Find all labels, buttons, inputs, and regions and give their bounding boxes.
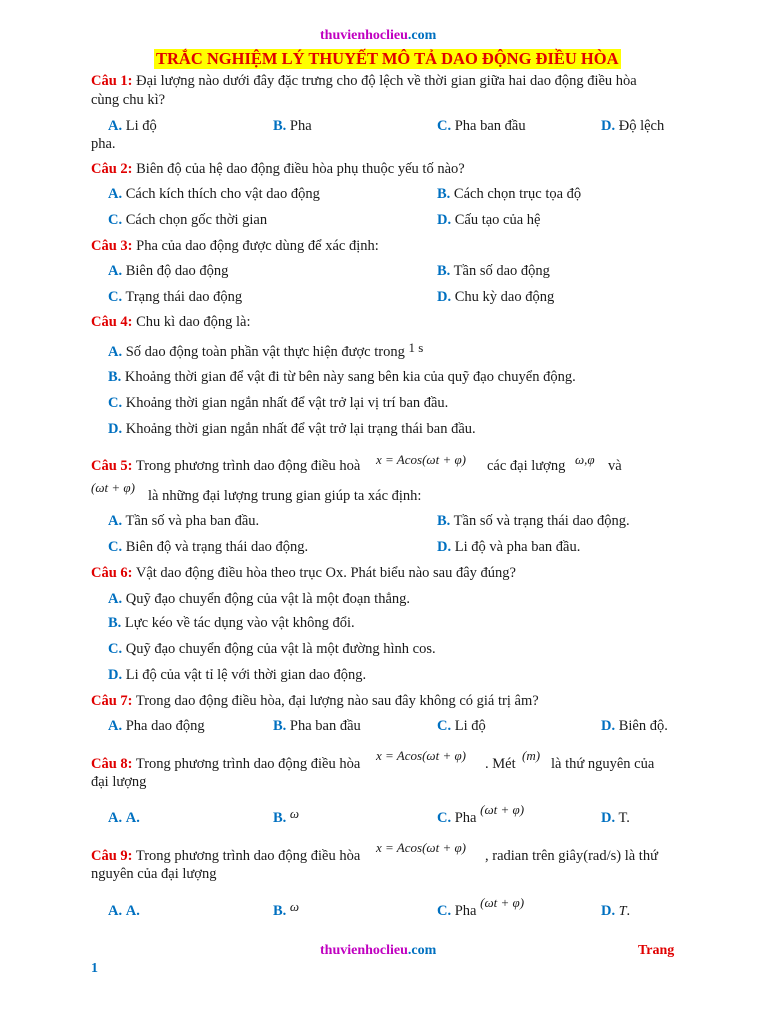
question-6-label: Câu 6:: [91, 565, 133, 581]
option-4d[interactable]: D. Khoảng thời gian ngắn nhất để vật trở lại trạng thái ban đầu.: [108, 421, 476, 437]
option-6d[interactable]: D. Li độ của vật tỉ lệ với thời gian dao động.: [108, 667, 367, 683]
question-2-text: Câu 2: Biên độ của hệ dao động điều hòa phụ thuộc yếu tố nào?: [91, 161, 465, 177]
question-5-text-cont: là những đại lượng trung gian giúp ta xác định:: [148, 488, 422, 504]
option-4a[interactable]: A. Số dao động toàn phần vật thực hiện được trong 1 s: [108, 340, 424, 360]
question-8-text: Câu 8: Trong phương trình dao động điều hòa: [91, 756, 361, 772]
option-3a[interactable]: A. Biên độ dao động: [108, 263, 229, 279]
question-9-text: Câu 9: Trong phương trình dao động điều hòa: [91, 848, 361, 864]
question-5-label: Câu 5:: [91, 458, 133, 474]
option-9c[interactable]: C. Pha (ωt + φ): [437, 895, 525, 919]
question-3-label: Câu 3:: [91, 238, 133, 254]
footer-site-domain: .com: [407, 943, 437, 958]
page-title: TRẮC NGHIỆM LÝ THUYẾT MÔ TẢ DAO ĐỘNG ĐIỀU HÒA: [156, 49, 619, 68]
option-5c[interactable]: C. Biên độ và trạng thái dao động.: [108, 539, 309, 555]
question-6-text: Câu 6: Vật dao động điều hòa theo trục Ox. Phát biểu nào sau đây đúng?: [91, 565, 516, 581]
question-2-label: Câu 2:: [91, 161, 133, 177]
option-4b[interactable]: B. Khoảng thời gian để vật đi từ bên này sang bên kia của quỹ đạo chuyển động.: [108, 369, 576, 385]
option-8b[interactable]: B. ω: [273, 806, 300, 826]
question-4-text: Câu 4: Chu kì dao động là:: [91, 314, 251, 330]
question-3-text: Câu 3: Pha của dao động được dùng để xác định:: [91, 238, 379, 254]
question-8-label: Câu 8:: [91, 756, 133, 772]
question-1-label: Câu 1:: [91, 73, 133, 89]
option-9a[interactable]: A. A.: [108, 903, 140, 919]
option-1d[interactable]: D. Độ lệch: [601, 118, 665, 134]
math-equation-9: x = Acos(ωt + φ): [376, 840, 466, 855]
math-omega-phi: ω,φ: [575, 452, 595, 467]
question-1-text-cont: cùng chu kì?: [91, 92, 166, 108]
question-4-label: Câu 4:: [91, 314, 133, 330]
math-equation-8: x = Acos(ωt + φ): [376, 748, 466, 763]
option-9d[interactable]: D. T.: [601, 903, 631, 919]
question-7-label: Câu 7:: [91, 693, 133, 709]
option-7b[interactable]: B. Pha ban đầu: [273, 718, 361, 734]
question-1-text: Câu 1: Đại lượng nào dưới đây đặc trưng cho độ lệch về thời gian giữa hai dao động điều hòa: [91, 73, 637, 89]
option-8d[interactable]: D. T.: [601, 810, 630, 826]
option-7d[interactable]: D. Biên độ.: [601, 718, 668, 734]
math-unit-meter: (m): [522, 748, 541, 763]
site-domain: .com: [407, 28, 437, 43]
option-3d[interactable]: D. Chu kỳ dao động: [437, 289, 555, 305]
math-phase: (ωt + φ): [91, 480, 135, 495]
math-one-second: 1 s: [408, 340, 424, 355]
option-1a[interactable]: A. Li độ: [108, 118, 157, 134]
option-3b[interactable]: B. Tần số dao động: [437, 263, 550, 279]
option-1c[interactable]: C. Pha ban đầu: [437, 118, 526, 134]
page-number: 1: [91, 961, 98, 976]
option-9b[interactable]: B. ω: [273, 899, 300, 919]
option-5a[interactable]: A. Tần số và pha ban đầu.: [108, 513, 260, 529]
page-label: Trang: [638, 943, 675, 958]
option-2d[interactable]: D. Cấu tạo của hệ: [437, 212, 541, 228]
option-2c[interactable]: C. Cách chọn gốc thời gian: [108, 212, 268, 228]
option-8c[interactable]: C. Pha (ωt + φ): [437, 802, 525, 826]
option-6c[interactable]: C. Quỹ đạo chuyển động của vật là một đường hình cos.: [108, 641, 436, 657]
option-3c[interactable]: C. Trạng thái dao động: [108, 289, 243, 305]
option-2b[interactable]: B. Cách chọn trục tọa độ: [437, 186, 582, 202]
option-7a[interactable]: A. Pha dao động: [108, 718, 205, 734]
option-6b[interactable]: B. Lực kéo về tác dụng vào vật không đổi.: [108, 615, 355, 631]
question-8-text-cont: đại lượng: [91, 774, 147, 790]
option-7c[interactable]: C. Li độ: [437, 718, 486, 734]
math-equation: x = Acos(ωt + φ): [376, 452, 466, 467]
footer-site-link[interactable]: [320, 943, 436, 959]
question-9-label: Câu 9:: [91, 848, 133, 864]
option-5d[interactable]: D. Li độ và pha ban đầu.: [437, 539, 581, 555]
option-6a[interactable]: A. Quỹ đạo chuyển động của vật là một đoạn thẳng.: [108, 591, 411, 607]
site-name: thuvienhoclieu: [320, 28, 408, 43]
header-site-link[interactable]: [320, 28, 436, 44]
option-1d-wrap: pha.: [91, 136, 116, 152]
option-1b[interactable]: B. Pha: [273, 118, 312, 134]
question-7-text: Câu 7: Trong dao động điều hòa, đại lượng nào sau đây không có giá trị âm?: [91, 693, 539, 709]
option-2a[interactable]: A. Cách kích thích cho vật dao động: [108, 186, 320, 202]
option-8a[interactable]: A. A.: [108, 810, 140, 826]
question-9-text-cont: nguyên của đại lượng: [91, 866, 217, 882]
option-4c[interactable]: C. Khoảng thời gian ngắn nhất để vật trở lại vị trí ban đầu.: [108, 395, 449, 411]
footer-site-name: thuvienhoclieu: [320, 943, 408, 958]
question-5-text: Câu 5: Trong phương trình dao động điều hoà: [91, 458, 361, 474]
option-5b[interactable]: B. Tần số và trạng thái dao động.: [437, 513, 630, 529]
